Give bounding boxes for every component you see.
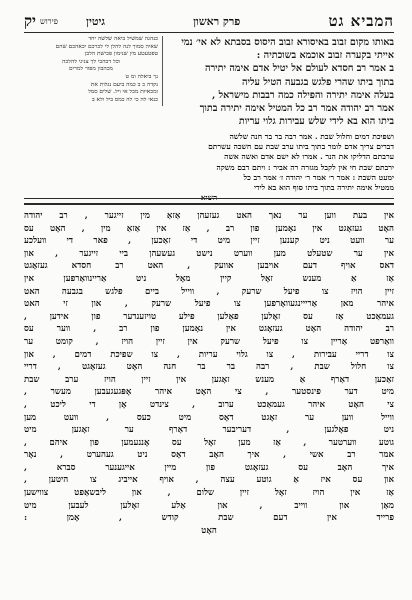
folio-marker — [24, 12, 58, 31]
yiddish-line: דאס אויף דעם אויבען אוועק , האט רב חסדא געזאָגט — [24, 261, 394, 272]
yiddish-line: געמאַכט אַז עס זאָלען פאַלען פילע טויזענדער פון אידען , — [24, 311, 394, 322]
book-title: המביא גט — [328, 12, 394, 30]
commentary-line: נקדה כ ב כמה ביעם נגלות את — [90, 81, 158, 88]
main-hebrew-text — [166, 36, 394, 128]
yiddish-line: איהר מאן אַרייינגעוואָרפען צו פיעל שרעק , און זי האט — [24, 299, 394, 310]
continuation-line: ירבתם שבת חי אין לקבל מגזרה רה אביר : ויתם דבם משקה — [216, 162, 394, 172]
yiddish-line: ער וועט ניט קענען זיין מיט די זאַכען , פאר די וועלכע — [24, 236, 394, 247]
folio-number: יק — [24, 11, 36, 30]
commentary-line: ומכאיות מכל אי ויל. שלים סמל — [88, 89, 158, 96]
yiddish-line: אין ער שטעלט מען ווערט נישט געשעהן ביי זייגער , און — [24, 248, 394, 259]
section-divider-thick — [24, 203, 394, 205]
yiddish-line: איך האָב עס געזאָגט פון מיין אייגענער סברא , — [24, 462, 394, 473]
talmud-page-sheet — [24, 12, 394, 580]
yiddish-line: און עס איז אַ גוטע עצה , אויף אייביג צו היטען , — [24, 475, 394, 486]
main-text-line: באותו מקום זבוב באיסורא זבוב היסוס בסבתא לא אי׳ נמי — [181, 37, 394, 48]
main-text-line: בתוך ביתו שהרי פלגש בגבעה הטיל עליה — [242, 76, 394, 88]
chapter-title: פרק ראשון — [193, 14, 241, 28]
continuation-line: ימעט השבת : אמר ר׳ אמר ר׳ יהודה ז׳ אמר רב כל — [243, 172, 394, 182]
yiddish-line: מאַן און ווייב , און אַלע זאָלען לעבען מיט — [24, 500, 394, 511]
commentary-line: שאיה סמוך לנה להלן לי לכרכם יכאהכם שהם — [55, 43, 158, 50]
yiddish-line: רב יהודה האָט געזאָגט אין נאָמען פון רב , ווער עס — [24, 324, 394, 335]
column-divider — [162, 36, 163, 106]
yiddish-catchword: האָט — [201, 525, 217, 536]
main-text-line: ב אמר רב חסדא לעולם אל יטיל אדם אימה יתירה — [204, 63, 394, 75]
upper-section — [24, 36, 394, 194]
yiddish-line: זאַכען דאַרף אַ מענש זאָגען אין זיין הויז ערב שבת — [24, 374, 394, 385]
pirush-label: פירוש — [39, 16, 58, 26]
continuation-text — [24, 132, 394, 203]
main-text-line: אייתי בקערה זבוב אוכמא בשוכתיה : — [256, 50, 394, 62]
yiddish-line: אין בעת ווען ער נאך האט געזעהן אַזאַ מין זייגער , רב יהודה — [24, 211, 394, 221]
yiddish-line: צו חלול שבת , רבה בר בר חנה האָט געזאָגט , דריי — [24, 362, 394, 373]
tractate-title: גיטין — [86, 14, 105, 28]
yiddish-line: האָט געזאָגט אין נאָמען פון רב , אַז אין אַזאַ מין , האָט עס — [24, 223, 394, 234]
yiddish-line: וואַרפט אַריין צו פיעל שרעק אין זיין הויז , קומט ער — [24, 336, 394, 347]
main-text-line: בעלה אימה יתירה והפילה כמה רבבות מישראל , — [211, 89, 394, 101]
yiddish-line: גוטע ווערטער , אַז מען זאָל עס אָננעמען פון איהם , — [24, 437, 394, 448]
side-commentary — [24, 36, 158, 104]
commentary-line: נך ביאלה ומ ט — [125, 73, 158, 80]
commentary-line: מכהבון מפור למרים — [69, 66, 113, 73]
header-divider — [24, 32, 394, 33]
commentary-line: טפטעטע מין שנימון פכישת הלבן — [84, 51, 158, 58]
yiddish-line: מיט דער פינסטער , צי האָט איהר אָפּגעגעבען מעשר , — [24, 387, 394, 398]
yiddish-line: זיין הויז צו פיעל שרעק , ווייל ביים פלגש בגבעה האט — [24, 286, 394, 297]
section-divider — [24, 198, 394, 199]
header-book-title — [328, 11, 394, 31]
main-text-line: ביתו הוא בא לידי שלש עבירות גלוי עריות — [238, 116, 394, 128]
running-header — [24, 12, 394, 30]
yiddish-line: פרייד אין דעם שבת קודש , אָמן : — [24, 513, 394, 524]
commentary-line: כנאי לה כי לה כמס ביל ולא ב — [91, 96, 158, 103]
main-text-line: ושפיכת דמים וחלול שבת . אמר רבה בר בר חנה שלשה — [229, 132, 394, 141]
commentary-line: וכל דבהכי לך צניגי להלכה — [61, 58, 121, 65]
continuation-line: ממטיל אימה יתירה בתוך ביתו סוף הוא בא לידי — [253, 182, 394, 192]
yiddish-line: אַז אַ מענש זאָל קיין מאָל ניט אַריינוואַרפען אין — [24, 273, 394, 284]
main-text-line: אמר רב יהודה אמר רב כל המטיל אימה יתירה בתוך — [199, 102, 394, 114]
commentary-line: כנהגה שמשיל ביאה שלשה יחד — [88, 36, 158, 42]
yiddish-translation — [24, 210, 394, 576]
yiddish-line: ניט פאָלגען , דעריבער דאַרף ער זאָגען מיט — [24, 425, 394, 436]
yiddish-line: אמר רב אשי , איך האָב דאָס ניט געהערט , נאָר — [24, 450, 394, 461]
continuation-line: דברים צריך אדם לומר בתוך ביתו ערב שבת עם חשכה עשרתם — [208, 142, 394, 152]
continuation-line: ערבתם הדליקו את הנר . אמרו לא ישם אדם ואשה אשה — [224, 152, 394, 162]
yiddish-line: צי האָט איהר געמאַכט ערוב , צינדט אָן די ליכט , — [24, 399, 394, 410]
yiddish-line: ווייל ווען ער זאָגט דאָס מיט כעס , וועט מען — [24, 412, 394, 423]
yiddish-line: אַז אין הויז זאָל זיין שלום , און ליבשאַפט צווישען — [24, 488, 394, 499]
yiddish-line: צו דריי עבירות , צו גלוי עריות , צו שפיכת דמים , און — [24, 349, 394, 360]
